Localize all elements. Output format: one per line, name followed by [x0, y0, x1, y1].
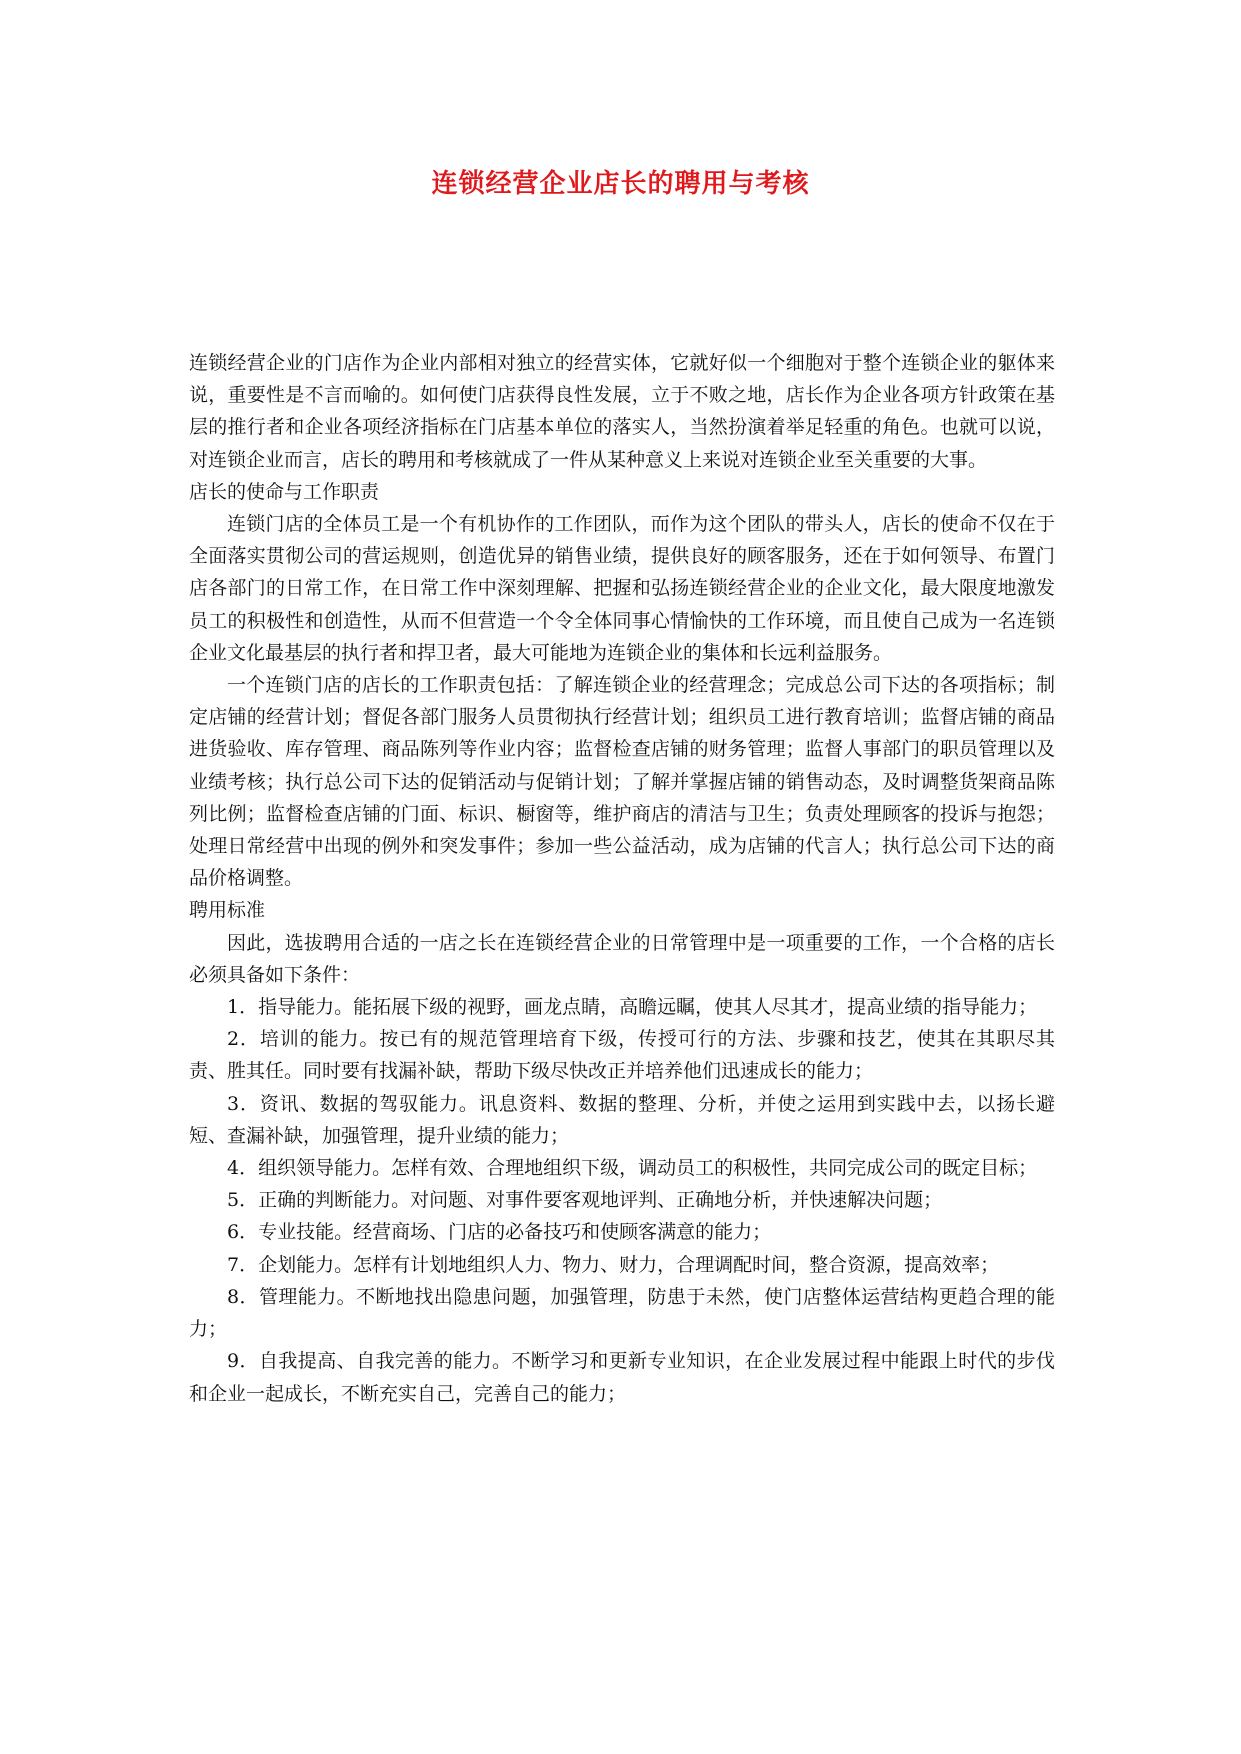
section-heading-mission: 店长的使命与工作职责 [189, 480, 380, 503]
criteria-item: 2．培训的能力。按已有的规范管理培育下级，传授可行的方法、步骤和技艺，使其在其职尽其责、胜其任。同时要有找漏补缺，帮助下级尽快改正并培养他们迅速成长的能力； [189, 1028, 1055, 1083]
mission-paragraph: 连锁门店的全体员工是一个有机协作的工作团队，而作为这个团队的带头人，店长的使命不仅在于全面落实贯彻公司的营运规则，创造优异的销售业绩，提供良好的顾客服务，还在于如何领导、布置门店各部门的日常工作，在日常工作中深刻理解、把握和弘扬连锁经营企业的企业文化，最大限度地激发员工的积极性和创造性，从而不但营造一个令全体同事心情愉快的工作环境，而且使自己成为一名连锁企业文化最基层的执行者和捍卫者，最大可能地为连锁企业的集体和长远利益服务。 [189, 513, 1055, 664]
document-body [189, 347, 1055, 1410]
criteria-item: 9．自我提高、自我完善的能力。不断学习和更新专业知识，在企业发展过程中能跟上时代的步伐和企业一起成长，不断充实自己，完善自己的能力； [189, 1350, 1055, 1405]
criteria-item: 4．组织领导能力。怎样有效、合理地组织下级，调动员工的积极性，共同完成公司的既定目标； [227, 1157, 1038, 1180]
criteria-item: 3．资讯、数据的驾驭能力。讯息资料、数据的整理、分析，并使之运用到实践中去，以扬长避短、查漏补缺，加强管理，提升业绩的能力； [189, 1092, 1055, 1147]
duties-paragraph: 一个连锁门店的店长的工作职责包括：了解连锁企业的经营理念；完成总公司下达的各项指标；制定店铺的经营计划；督促各部门服务人员贯彻执行经营计划；组织员工进行教育培训；监督店铺的商品进货验收、库存管理、商品陈列等作业内容；监督检查店铺的财务管理；监督人事部门的职员管理以及业绩考核；执行总公司下达的促销活动与促销计划；了解并掌握店铺的销售动态，及时调整货架商品陈列比例；监督检查店铺的门面、标识、橱窗等，维护商店的清洁与卫生；负责处理顾客的投诉与抱怨；处理日常经营中出现的例外和突发事件；参加一些公益活动，成为店铺的代言人；执行总公司下达的商品价格调整。 [189, 674, 1055, 890]
document-title: 连锁经营企业店长的聘用与考核 [431, 169, 810, 199]
criteria-item: 6．专业技能。经营商场、门店的必备技巧和使顾客满意的能力； [227, 1221, 772, 1244]
criteria-item: 7．企划能力。怎样有计划地组织人力、物力、财力，合理调配时间，整合资源，提高效率； [227, 1253, 1000, 1276]
standard-intro-paragraph: 因此，选拔聘用合适的一店之长在连锁经营企业的日常管理中是一项重要的工作，一个合格的店长必须具备如下条件： [189, 931, 1055, 986]
section-heading-standard: 聘用标准 [189, 899, 266, 922]
criteria-item: 5．正确的判断能力。对问题、对事件要客观地评判、正确地分析，并快速解决问题； [227, 1189, 943, 1212]
intro-paragraph: 连锁经营企业的门店作为企业内部相对独立的经营实体，它就好似一个细胞对于整个连锁企业的躯体来说，重要性是不言而喻的。如何使门店获得良性发展，立于不败之地，店长作为企业各项方针政策在基层的推行者和企业各项经济指标在门店基本单位的落实人，当然扮演着举足轻重的角色。也就可以说，对连锁企业而言，店长的聘用和考核就成了一件从某种意义上来说对连锁企业至关重要的大事。 [189, 352, 1055, 471]
criteria-item: 8．管理能力。不断地找出隐患问题，加强管理，防患于未然，使门店整体运营结构更趋合理的能力； [189, 1285, 1055, 1341]
criteria-item: 1．指导能力。能拓展下级的视野，画龙点睛，高瞻远瞩，使其人尽其才，提高业绩的指导能力； [227, 996, 1038, 1019]
